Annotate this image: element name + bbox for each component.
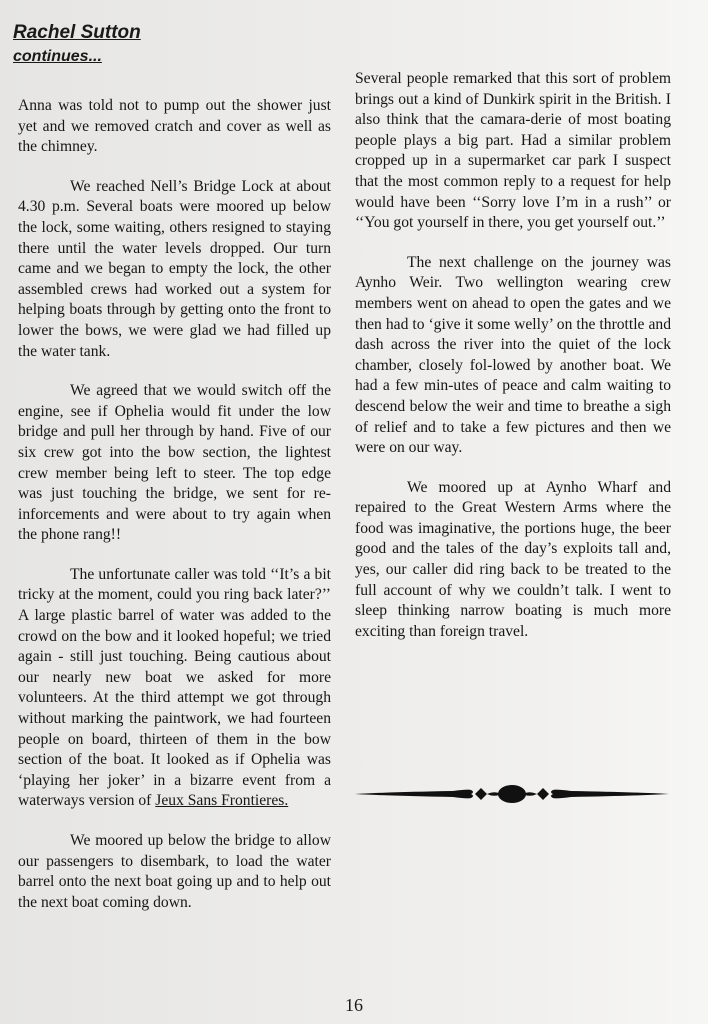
ornamental-divider-icon (353, 780, 671, 808)
article-header (13, 20, 141, 68)
paragraph: Several people remarked that this sort of problem brings out a kind of Dunkirk spirit in the British. I also think that the camara-derie of most boating people plays a big part. Had a similar problem cropped up in a supermarket car park I suspect that the most common reply to a request for help would have been ‘‘Sorry love I’m in a rush’’ or ‘‘You got yourself in there, you get yourself out.’’ (355, 70, 671, 232)
left-column (18, 96, 331, 932)
page-number: 16 (345, 995, 363, 1015)
paragraph: We agreed that we would switch off the engine, see if Ophelia would fit under the low bridge and pull her through by hand. Five of our six crew got into the bow section, the lightest crew member being left to steer. The top edge was just touching the bridge, we sent for re-inforcements and were about to try again when the phone rang!! (18, 382, 331, 544)
continues-label: continues... (13, 48, 102, 65)
paragraph: We moored up below the bridge to allow our passengers to disembark, to load the water barrel onto the next boat going up and to help out the next boat coming down. (18, 832, 331, 911)
paragraph (18, 565, 331, 812)
right-column (355, 69, 671, 661)
paragraph: Anna was told not to pump out the shower just yet and we removed cratch and cover as well as the chimney. (18, 97, 331, 156)
paragraph-text: The unfortunate caller was told ‘‘It’s a bit tricky at the moment, could you ring back later?’’ A large plastic barrel of water was added to the crowd on the bow and it looked hopeful; we tried again - still just touching. Being cautious about our nearly new boat we asked for more volunteers. At the third attempt we got through without marking the paintwork, we had fourteen people on board, thirteen of them in the bow section of the boat. It looked as if Ophelia was ‘playing her joker’ in a bizarre event from a waterways version of (18, 565, 331, 810)
paragraph: We moored up at Aynho Wharf and repaired to the Great Western Arms where the food was imaginative, the portions huge, the beer good and the tales of the day’s exploits tall and, yes, our caller did ring back to be treated to the full account of why we couldn’t talk. I went to sleep thinking narrow boating is much more exciting than foreign travel. (355, 478, 671, 640)
paragraph: The next challenge on the journey was Aynho Weir. Two wellington wearing crew members went on ahead to open the gates and we then had to ‘give it some welly’ on the throttle and dash across the river into the quiet of the lock chamber, closely fol-lowed by another boat. We had a few min-utes of peace and calm waiting to descend below the weir and time to breathe a sigh of relief and to take a few pictures and then we were on our way. (355, 253, 671, 457)
underlined-title: Jeux Sans Frontieres. (155, 792, 289, 810)
author-name: Rachel Sutton (13, 22, 141, 43)
paragraph: We reached Nell’s Bridge Lock at about 4.30 p.m. Several boats were moored up below the lock, some waiting, others resigned to staying there until the water levels dropped. Our turn came and we began to empty the lock, the other assembled crews had worked out a system for helping boats through by getting onto the front to lower the bows, we were glad we had filled up the water tank. (18, 177, 331, 360)
